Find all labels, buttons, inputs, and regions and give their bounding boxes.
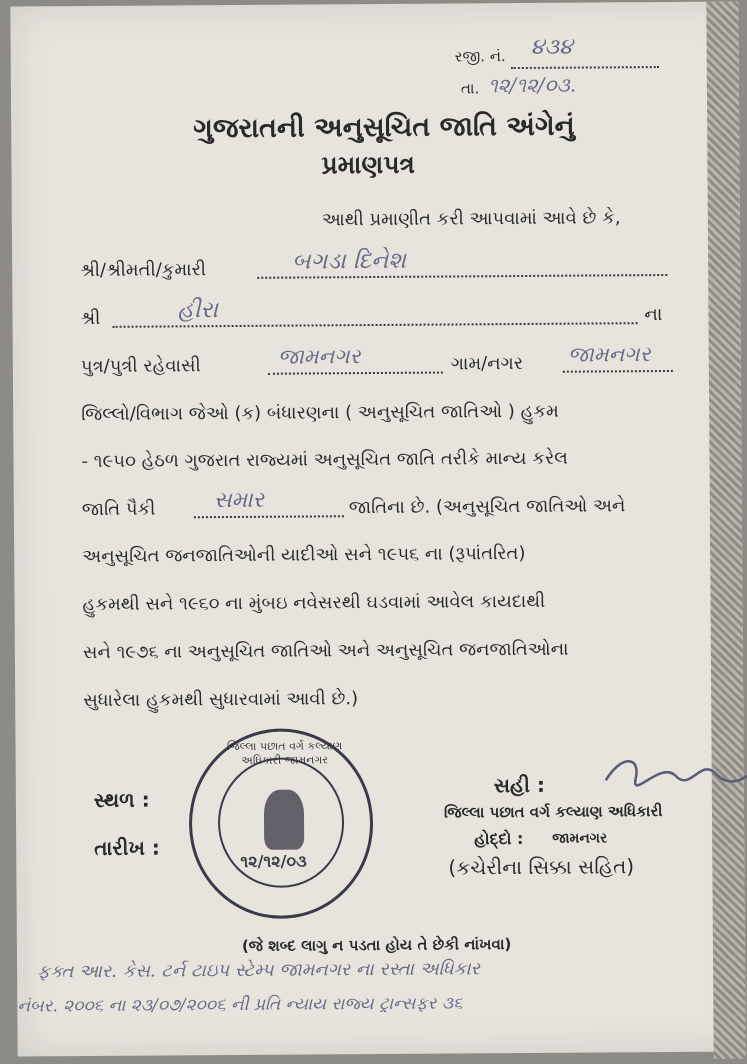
caste-value: સમાર: [213, 487, 265, 514]
village-value: જામનગર: [567, 342, 651, 367]
residence-value: જામનગર: [277, 344, 361, 369]
name-value: બગડા દિનેશ: [292, 247, 406, 275]
intro-text: આથી પ્રમાણીત કરી આપવામાં આવે છે કે,: [321, 207, 621, 231]
father-suffix: ના: [644, 304, 663, 326]
handwritten-note-line1: ફક્ત આર. કેસ. ટર્ન ટાઇપ સ્ટેમ્પ જામનગર ના રસ્તા અધિકાર: [37, 958, 481, 983]
para2-line4: સુધારેલા હુકમથી સુધારવામાં આવી છે.): [83, 688, 359, 712]
name-label: શ્રી/શ્રીમતી/કુમારી: [80, 259, 207, 282]
para2-line1: અનુસૂચિત જનજાતિઓની યાદીઓ સને ૧૯૫૬ ના (રૂપાંતરિત): [82, 542, 526, 568]
para2-line2: હુકમથી સને ૧૯૬૦ ના મુંબઇ નવેસરથી ઘડવામાં આવેલ કાયદાથી: [82, 590, 546, 616]
certificate-paper: [10, 1, 745, 1056]
father-value: હીરા: [177, 297, 219, 324]
place-label: સ્થળ :: [93, 787, 150, 812]
office-seal-note: (કચેરીના સિક્કા સહિત): [448, 854, 635, 880]
sign-label: સહી :: [493, 772, 545, 798]
seal-ring-text: જિલ્લા પછાત વર્ગ કલ્યાણ અધિકારી જામનગર: [226, 739, 343, 767]
village-label: ગામ/નગર: [450, 352, 524, 375]
official-seal: [188, 728, 373, 919]
para2-line3: સને ૧૯૭૬ ના અનુસૂચિત જાતિઓ અને અનુસૂચિત જનજાતિઓના: [82, 638, 569, 664]
header-date-label: તા.: [460, 79, 480, 98]
son-residence-label: પુત્ર/પુત્રી રહેવાસી: [80, 355, 201, 378]
seal-date: ૧૨/૧૨/૦૩: [240, 851, 307, 871]
reg-number-label: રજી. નં.: [454, 47, 506, 66]
para1-line1: જિલ્લો/વિભાગ જેઓ (ક) બંધારણના ( અનુસૂચિત જાતિઓ ) હુકમ: [81, 400, 559, 426]
designation-value: જામનગર: [552, 830, 608, 847]
officer-title: જિલ્લા પછાત વર્ગ કલ્યાણ અધિકારી: [443, 802, 663, 822]
paper-edge: [706, 1, 745, 1058]
caste-suffix: જાતિના છે. (અનુસૂચિત જાતિઓ અને: [348, 495, 626, 519]
header-date-value: ૧૨/૧૨/૦૩.: [487, 72, 577, 98]
reg-number-value: ૪૩૪: [530, 34, 573, 60]
certificate-subtitle: પ્રમાણપત્ર: [321, 149, 415, 180]
certificate-title: ગુજરાતની અનુસૂચિત જાતિ અંગેનું: [193, 110, 575, 145]
date-label: તારીખ :: [94, 835, 160, 860]
para1-line2: - ૧૯૫૦ હેઠળ ગુજરાત રાજ્યમાં અનુસૂચિત જાતિ તરીકે માન્ય કરેલ: [81, 447, 568, 473]
strike-note: (જે શબ્દ લાગુ ન પડતા હોય તે છેકી નાંખવા): [241, 935, 512, 955]
signature-mark: [601, 749, 747, 790]
emblem-icon: [264, 790, 304, 850]
father-label: શ્રી: [80, 307, 101, 330]
designation-label: હોદ્દો :: [474, 828, 524, 849]
seal-inner-ring: [218, 757, 345, 888]
caste-prefix: જાતિ પૈકી: [81, 498, 156, 521]
handwritten-note-line2: નંબર. ૨૦૦૬ ના ૨૩/૦૭/૨૦૦૬ ની પ્રતિ ન્યાય રાજ્ય ટ્રાન્સફર ૩૬: [17, 993, 463, 1017]
